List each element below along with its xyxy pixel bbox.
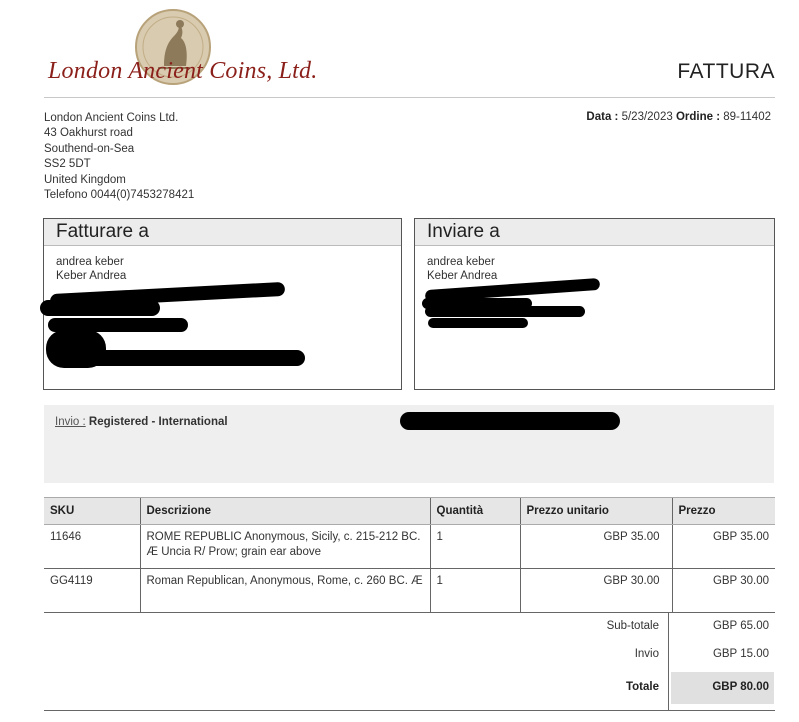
cell-price: GBP 35.00	[672, 525, 775, 569]
cell-quantity: 1	[430, 569, 520, 613]
shipping-cost-label: Invio	[634, 648, 659, 660]
shipping-method	[55, 416, 228, 428]
company-address	[44, 111, 194, 203]
column-header-sku: SKU	[44, 498, 140, 525]
redaction-mark	[425, 306, 585, 317]
header-divider	[44, 97, 775, 98]
column-header-unit-price: Prezzo unitario	[520, 498, 672, 525]
billing-heading: Fatturare a	[44, 219, 401, 246]
total-label: Totale	[625, 681, 659, 693]
column-header-quantity: Quantità	[430, 498, 520, 525]
invoice-meta	[586, 111, 771, 123]
total-value: GBP 80.00	[712, 681, 769, 693]
cell-unit-price: GBP 30.00	[520, 569, 672, 613]
cell-description: ROME REPUBLIC Anonymous, Sicily, c. 215-212 BC. Æ Uncia R/ Prow; grain ear above	[140, 525, 430, 569]
redaction-mark	[428, 318, 528, 328]
address-line: 43 Oakhurst road	[44, 127, 133, 140]
shipping-heading: Inviare a	[415, 219, 774, 246]
column-header-price: Prezzo	[672, 498, 775, 525]
company-logo	[44, 8, 318, 88]
document-title: FATTURA	[677, 60, 775, 83]
shipping-line: Keber Andrea	[427, 270, 498, 283]
cell-quantity: 1	[430, 525, 520, 569]
address-line: SS2 5DT	[44, 158, 91, 171]
table-row	[44, 569, 775, 613]
cell-unit-price: GBP 35.00	[520, 525, 672, 569]
shipping-line: andrea keber	[427, 256, 495, 268]
address-line: Telefono 0044(0)7453278421	[44, 189, 195, 202]
subtotal-label: Sub-totale	[606, 620, 659, 632]
column-header-description: Descrizione	[140, 498, 430, 525]
order-label: Ordine :	[675, 111, 721, 123]
totals-divider	[668, 612, 669, 710]
order-value: 89-11402	[723, 111, 771, 123]
shipping-cost-value: GBP 15.00	[712, 648, 769, 660]
billing-line: Keber Andrea	[56, 270, 127, 283]
address-line: United Kingdom	[44, 173, 126, 186]
address-line: Southend-on-Sea	[44, 142, 135, 155]
logo-text: London Ancient Coins, Ltd.	[48, 58, 318, 84]
date-value: 5/23/2023	[621, 111, 673, 123]
table-row	[44, 525, 775, 569]
subtotal-value: GBP 65.00	[712, 620, 769, 632]
cell-description: Roman Republican, Anonymous, Rome, c. 260 BC. Æ	[140, 569, 430, 613]
date-label: Data :	[586, 111, 619, 123]
shipping-method-label: Invio :	[55, 416, 86, 428]
redaction-mark	[400, 412, 620, 430]
cell-sku: 11646	[44, 525, 140, 569]
address-line: London Ancient Coins Ltd.	[44, 112, 179, 124]
footer-divider	[44, 710, 775, 711]
shipping-method-value: Registered - International	[88, 416, 228, 428]
cell-price: GBP 30.00	[672, 569, 775, 613]
billing-line: andrea keber	[56, 256, 124, 268]
cell-sku: GG4119	[44, 569, 140, 613]
redaction-mark	[40, 300, 160, 316]
table-header-row	[44, 498, 775, 525]
redaction-mark	[55, 350, 305, 366]
items-table	[44, 497, 775, 613]
